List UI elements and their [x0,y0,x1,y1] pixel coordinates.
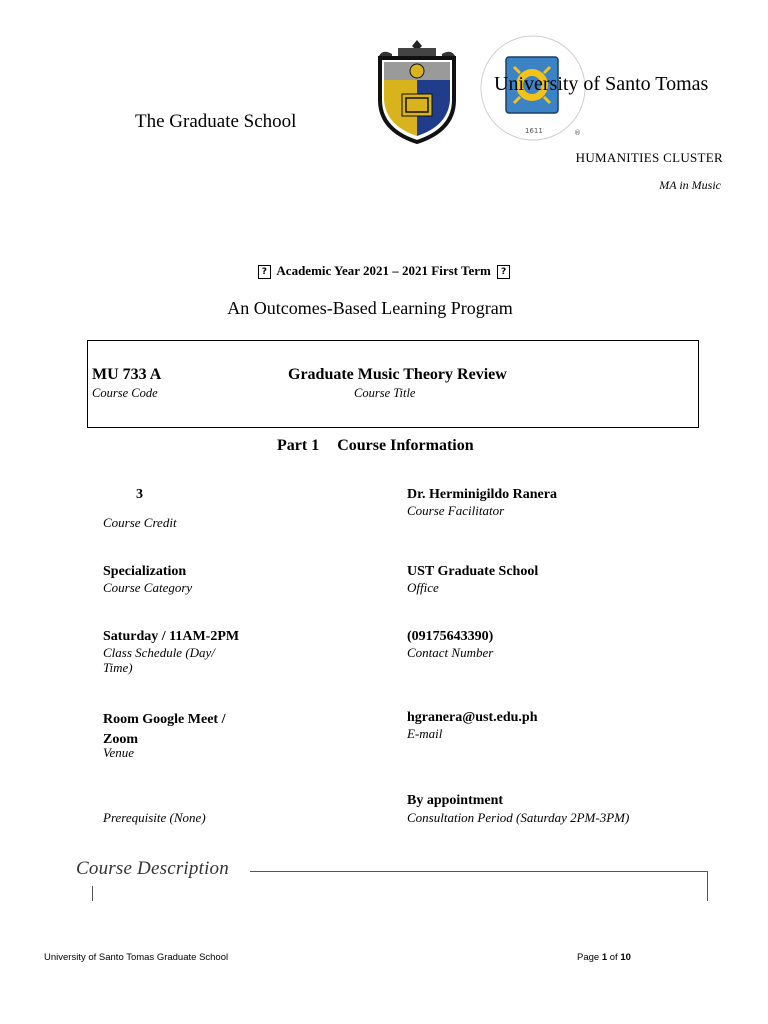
academic-year-text: Academic Year 2021 – 2021 First Term [276,263,491,278]
prerequisite-label: Prerequisite (None) [103,810,206,825]
program-type: An Outcomes-Based Learning Program [227,298,513,318]
footer-institution: University of Santo Tomas Graduate School [44,952,229,963]
contact-number-value: (09175643390) [407,629,494,644]
graduate-school-crest-logo [372,38,462,146]
section-divider [250,871,707,872]
placeholder-glyph: ? [497,265,510,279]
office-label: Office [407,580,439,595]
section-divider [707,871,708,901]
part-number: Part 1 [277,437,320,454]
venue-value: Room Google Meet / Zoom [103,712,226,747]
course-credit-value: 3 [136,487,143,502]
program-name: MA in Music [659,178,721,192]
course-facilitator-label: Course Facilitator [407,503,505,518]
section-divider [92,886,93,901]
contact-number-label: Contact Number [407,645,494,660]
email-label: E-mail [407,726,443,741]
course-title-label: Course Title [354,386,416,400]
course-category-value: Specialization [103,564,187,579]
course-title: Graduate Music Theory Review [288,366,507,383]
office-value: UST Graduate School [407,564,539,579]
section-heading [277,437,474,455]
page-number: Page 1 of 10 [577,952,631,963]
svg-text:®: ® [574,129,581,137]
seal-year: 1611 [525,127,543,135]
course-category-label: Course Category [103,580,193,595]
consultation-value: By appointment [407,793,504,808]
consultation-label: Consultation Period (Saturday 2PM-3PM) [407,810,630,825]
course-description-title: Course Description [76,858,229,879]
cluster-name: HUMANITIES CLUSTER [575,150,723,165]
class-schedule-label: Class Schedule (Day/ Time) [103,645,215,675]
course-credit-label: Course Credit [103,515,177,530]
course-code-label: Course Code [92,386,158,400]
university-name: University of Santo Tomas [494,73,709,95]
school-name: The Graduate School [135,111,297,132]
course-facilitator-value: Dr. Herminigildo Ranera [407,487,557,502]
email-value: hgranera@ust.edu.ph [407,710,538,725]
course-box [87,340,699,428]
class-schedule-value: Saturday / 11AM-2PM [103,629,240,644]
part-title: Course Information [337,437,474,454]
venue-label: Venue [103,745,135,760]
course-code: MU 733 A [92,366,162,383]
academic-year [0,263,768,279]
placeholder-glyph: ? [258,265,271,279]
